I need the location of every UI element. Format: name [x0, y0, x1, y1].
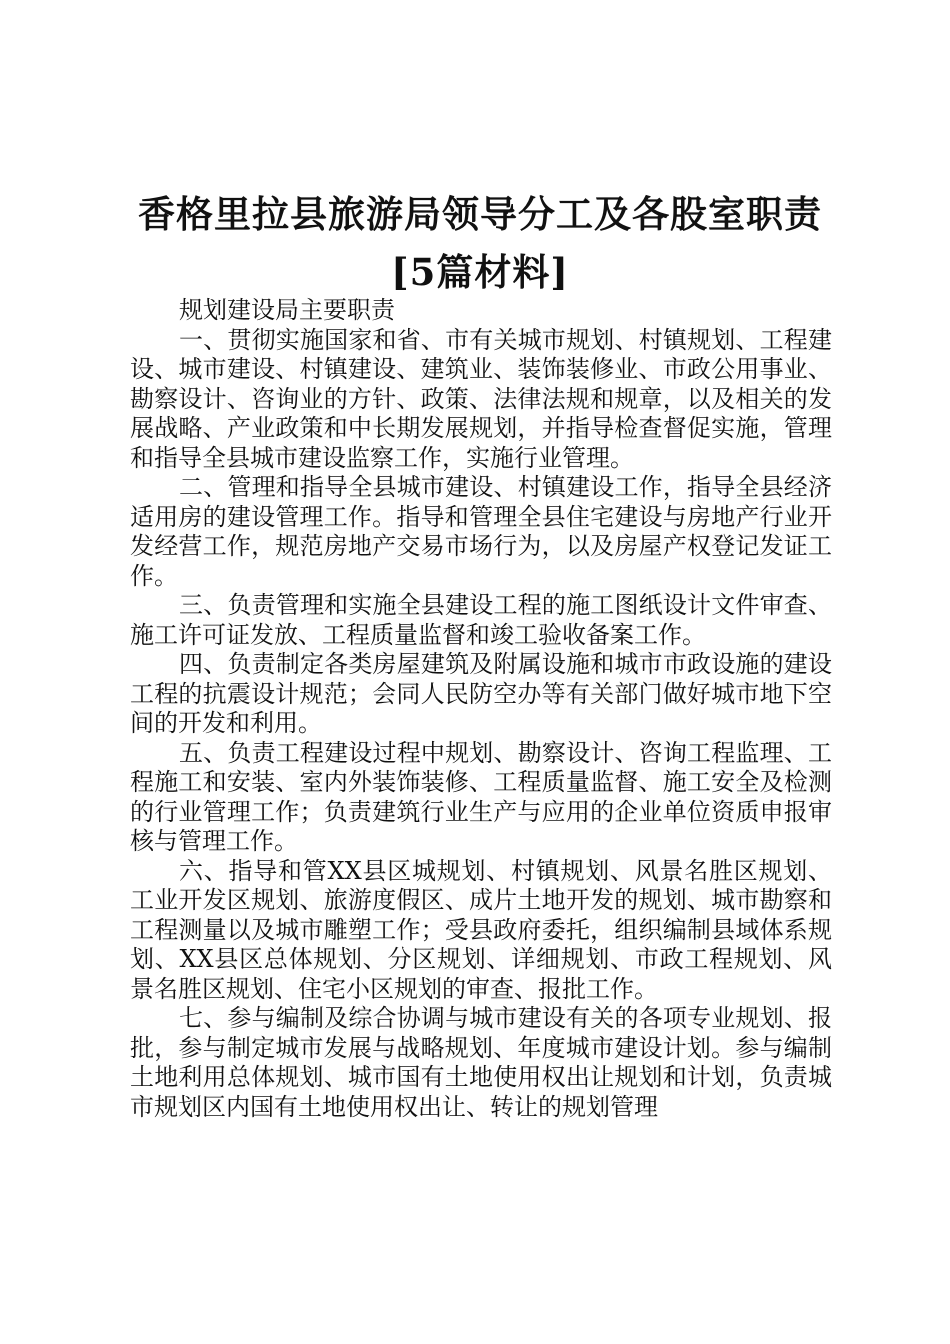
paragraph-3: 三、负责管理和实施全县建设工程的施工图纸设计文件审查、施工许可证发放、工程质量监督和竣工验收备案工作。	[130, 591, 832, 649]
paragraph-1: 一、贯彻实施国家和省、市有关城市规划、村镇规划、工程建设、城市建设、村镇建设、建筑业、装饰装修业、市政公用事业、勘察设计、咨询业的方针、政策、法律法规和规章，以及相关的发展战略、产业政策和中长期发展规划，并指导检查督促实施，管理和指导全县城市建设监察工作，实施行业管理。	[130, 325, 832, 472]
document-body	[130, 296, 832, 1122]
paragraph-2: 二、管理和指导全县城市建设、村镇建设工作，指导全县经济适用房的建设管理工作。指导和管理全县住宅建设与房地产行业开发经营工作，规范房地产交易市场行为，以及房屋产权登记发证工作。	[130, 473, 832, 590]
paragraph-6: 六、指导和管XX县区城规划、村镇规划、风景名胜区规划、工业开发区规划、旅游度假区、成片土地开发的规划、城市勘察和工程测量以及城市雕塑工作；受县政府委托，组织编制县域体系规划、XX县区总体规划、分区规划、详细规划、市政工程规划、风景名胜区规划、住宅小区规划的审查、报批工作。	[130, 856, 832, 1003]
paragraph-7: 七、参与编制及综合协调与城市建设有关的各项专业规划、报批，参与制定城市发展与战略规划、年度城市建设计划。参与编制土地利用总体规划、城市国有土地使用权出让规划和计划，负责城市规划区内国有土地使用权出让、转让的规划管理	[130, 1004, 832, 1121]
paragraph-5: 五、负责工程建设过程中规划、勘察设计、咨询工程监理、工程施工和安装、室内外装饰装修、工程质量监督、施工安全及检测的行业管理工作；负责建筑行业生产与应用的企业单位资质申报审核与管理工作。	[130, 738, 832, 855]
document-title: 香格里拉县旅游局领导分工及各股室职责[5篇材料]	[138, 192, 822, 294]
paragraph-4: 四、负责制定各类房屋建筑及附属设施和城市市政设施的建设工程的抗震设计规范；会同人民防空办等有关部门做好城市地下空间的开发和利用。	[130, 650, 832, 737]
section-heading: 规划建设局主要职责	[179, 296, 395, 324]
